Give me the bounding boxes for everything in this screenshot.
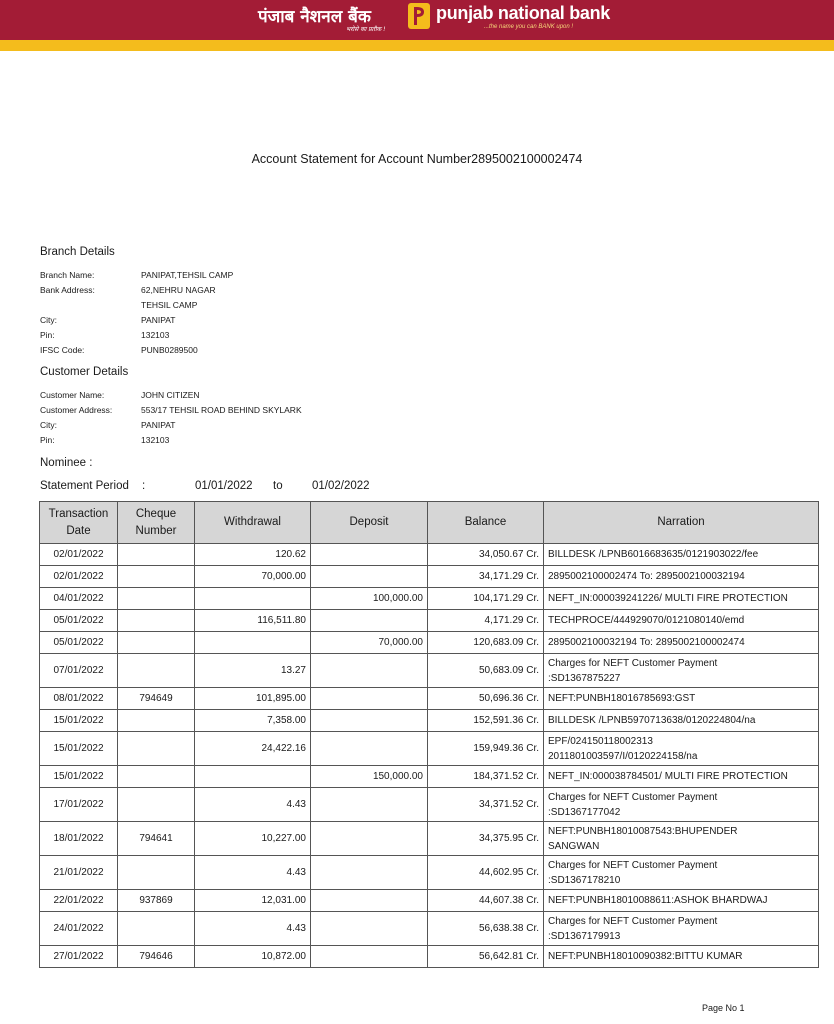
table-row bbox=[40, 544, 819, 566]
column-header-withdrawal: Withdrawal bbox=[195, 502, 311, 544]
branch-label: Pin: bbox=[40, 330, 55, 340]
table-row bbox=[40, 710, 819, 732]
customer-label: City: bbox=[40, 420, 57, 430]
nominee-label: Nominee : bbox=[40, 457, 93, 469]
cell-withdrawal: 4.43 bbox=[195, 912, 311, 946]
cell-cheque bbox=[118, 610, 195, 632]
bank-header-band bbox=[0, 0, 834, 40]
table-row bbox=[40, 856, 819, 890]
bank-logo-hindi bbox=[258, 4, 408, 34]
branch-label: IFSC Code: bbox=[40, 345, 85, 355]
cell-narration: Charges for NEFT Customer Payment :SD1367875227 bbox=[544, 654, 819, 688]
cell-balance: 34,171.29 Cr. bbox=[428, 566, 544, 588]
cell-cheque: 794646 bbox=[118, 946, 195, 968]
table-row bbox=[40, 654, 819, 688]
customer-value: PANIPAT bbox=[141, 420, 176, 430]
branch-value: PANIPAT bbox=[141, 315, 176, 325]
cell-balance: 34,375.95 Cr. bbox=[428, 822, 544, 856]
cell-date: 24/01/2022 bbox=[40, 912, 118, 946]
cell-deposit: 150,000.00 bbox=[311, 766, 428, 788]
customer-label: Customer Address: bbox=[40, 405, 113, 415]
cell-cheque bbox=[118, 588, 195, 610]
cell-balance: 44,602.95 Cr. bbox=[428, 856, 544, 890]
cell-deposit bbox=[311, 610, 428, 632]
period-to: 01/02/2022 bbox=[312, 480, 370, 492]
cell-narration: NEFT:PUNBH18010087543:BHUPENDER SANGWAN bbox=[544, 822, 819, 856]
cell-balance: 120,683.09 Cr. bbox=[428, 632, 544, 654]
page-number: Page No 1 bbox=[702, 1003, 745, 1013]
bank-tagline-hindi: भरोसे का प्रतीक ! bbox=[346, 26, 386, 33]
cell-withdrawal bbox=[195, 588, 311, 610]
cell-cheque bbox=[118, 766, 195, 788]
cell-deposit bbox=[311, 566, 428, 588]
cell-deposit bbox=[311, 788, 428, 822]
cell-narration: NEFT_IN:000038784501/ MULTI FIRE PROTECTION bbox=[544, 766, 819, 788]
branch-value: TEHSIL CAMP bbox=[141, 300, 198, 310]
table-row bbox=[40, 688, 819, 710]
column-header-cheque: Cheque Number bbox=[118, 502, 195, 544]
cell-withdrawal: 12,031.00 bbox=[195, 890, 311, 912]
transactions-table bbox=[39, 501, 819, 968]
cell-balance: 184,371.52 Cr. bbox=[428, 766, 544, 788]
cell-date: 17/01/2022 bbox=[40, 788, 118, 822]
table-row bbox=[40, 610, 819, 632]
column-header-balance: Balance bbox=[428, 502, 544, 544]
cell-withdrawal: 10,227.00 bbox=[195, 822, 311, 856]
cell-date: 02/01/2022 bbox=[40, 566, 118, 588]
cell-date: 08/01/2022 bbox=[40, 688, 118, 710]
branch-value: PANIPAT,TEHSIL CAMP bbox=[141, 270, 234, 280]
cell-balance: 104,171.29 Cr. bbox=[428, 588, 544, 610]
cell-cheque: 794641 bbox=[118, 822, 195, 856]
customer-value: 132103 bbox=[141, 435, 170, 445]
branch-label: Bank Address: bbox=[40, 285, 95, 295]
header-gold-stripe bbox=[0, 40, 834, 51]
cell-deposit bbox=[311, 822, 428, 856]
cell-balance: 4,171.29 Cr. bbox=[428, 610, 544, 632]
branch-value: PUNB0289500 bbox=[141, 345, 198, 355]
period-colon: : bbox=[142, 480, 146, 492]
cell-date: 05/01/2022 bbox=[40, 632, 118, 654]
cell-deposit: 100,000.00 bbox=[311, 588, 428, 610]
cell-withdrawal bbox=[195, 632, 311, 654]
cell-date: 07/01/2022 bbox=[40, 654, 118, 688]
table-row bbox=[40, 912, 819, 946]
cell-narration: Charges for NEFT Customer Payment :SD1367177042 bbox=[544, 788, 819, 822]
customer-label: Customer Name: bbox=[40, 390, 105, 400]
bank-logo-english bbox=[436, 3, 611, 35]
table-row bbox=[40, 632, 819, 654]
cell-balance: 34,050.67 Cr. bbox=[428, 544, 544, 566]
branch-value: 62,NEHRU NAGAR bbox=[141, 285, 216, 295]
cell-withdrawal: 10,872.00 bbox=[195, 946, 311, 968]
cell-cheque bbox=[118, 544, 195, 566]
cell-date: 21/01/2022 bbox=[40, 856, 118, 890]
cell-narration: BILLDESK /LPNB5970713638/0120224804/na bbox=[544, 710, 819, 732]
branch-details-heading: Branch Details bbox=[40, 246, 115, 258]
bank-name-english: punjab national bank bbox=[436, 3, 611, 23]
transactions-body bbox=[40, 544, 819, 968]
cell-narration: 2895002100002474 To: 2895002100032194 bbox=[544, 566, 819, 588]
customer-value: JOHN CITIZEN bbox=[141, 390, 200, 400]
cell-cheque bbox=[118, 632, 195, 654]
cell-withdrawal: 101,895.00 bbox=[195, 688, 311, 710]
table-row bbox=[40, 732, 819, 766]
cell-cheque bbox=[118, 710, 195, 732]
cell-withdrawal: 4.43 bbox=[195, 788, 311, 822]
cell-narration: EPF/024150118002313 2011801003597/I/0120224158/na bbox=[544, 732, 819, 766]
table-row bbox=[40, 566, 819, 588]
cell-date: 04/01/2022 bbox=[40, 588, 118, 610]
cell-withdrawal: 4.43 bbox=[195, 856, 311, 890]
cell-deposit bbox=[311, 912, 428, 946]
table-row bbox=[40, 788, 819, 822]
branch-label: Branch Name: bbox=[40, 270, 95, 280]
cell-cheque bbox=[118, 912, 195, 946]
cell-balance: 56,642.81 Cr. bbox=[428, 946, 544, 968]
cell-withdrawal: 7,358.00 bbox=[195, 710, 311, 732]
cell-cheque bbox=[118, 732, 195, 766]
column-header-deposit: Deposit bbox=[311, 502, 428, 544]
cell-deposit bbox=[311, 890, 428, 912]
customer-label: Pin: bbox=[40, 435, 55, 445]
cell-deposit bbox=[311, 688, 428, 710]
cell-withdrawal: 24,422.16 bbox=[195, 732, 311, 766]
statement-title: Account Statement for Account Number2895002100002474 bbox=[251, 152, 583, 166]
statement-period bbox=[40, 480, 460, 496]
cell-narration: 2895002100032194 To: 2895002100002474 bbox=[544, 632, 819, 654]
cell-cheque: 937869 bbox=[118, 890, 195, 912]
cell-date: 15/01/2022 bbox=[40, 766, 118, 788]
cell-withdrawal: 13.27 bbox=[195, 654, 311, 688]
cell-balance: 34,371.52 Cr. bbox=[428, 788, 544, 822]
table-header-row bbox=[40, 502, 819, 544]
cell-cheque bbox=[118, 654, 195, 688]
cell-balance: 44,607.38 Cr. bbox=[428, 890, 544, 912]
bank-name-hindi: पंजाब नैशनल बैंक bbox=[258, 7, 371, 27]
table-row bbox=[40, 890, 819, 912]
cell-narration: NEFT:PUNBH18010088611:ASHOK BHARDWAJ bbox=[544, 890, 819, 912]
customer-details-heading: Customer Details bbox=[40, 366, 129, 378]
column-header-narration: Narration bbox=[544, 502, 819, 544]
cell-balance: 159,949.36 Cr. bbox=[428, 732, 544, 766]
cell-withdrawal: 70,000.00 bbox=[195, 566, 311, 588]
cell-deposit: 70,000.00 bbox=[311, 632, 428, 654]
cell-balance: 50,696.36 Cr. bbox=[428, 688, 544, 710]
cell-deposit bbox=[311, 946, 428, 968]
cell-date: 15/01/2022 bbox=[40, 732, 118, 766]
pnb-emblem-icon bbox=[408, 3, 430, 29]
cell-date: 05/01/2022 bbox=[40, 610, 118, 632]
cell-narration: NEFT:PUNBH18016785693:GST bbox=[544, 688, 819, 710]
cell-deposit bbox=[311, 732, 428, 766]
cell-balance: 56,638.38 Cr. bbox=[428, 912, 544, 946]
cell-withdrawal: 116,511.80 bbox=[195, 610, 311, 632]
cell-deposit bbox=[311, 654, 428, 688]
cell-date: 02/01/2022 bbox=[40, 544, 118, 566]
cell-narration: Charges for NEFT Customer Payment :SD1367178210 bbox=[544, 856, 819, 890]
cell-withdrawal: 120.62 bbox=[195, 544, 311, 566]
period-from: 01/01/2022 bbox=[195, 480, 253, 492]
cell-cheque bbox=[118, 788, 195, 822]
bank-tagline-english: ...the name you can BANK upon ! bbox=[484, 24, 574, 30]
branch-label: City: bbox=[40, 315, 57, 325]
cell-narration: Charges for NEFT Customer Payment :SD1367179913 bbox=[544, 912, 819, 946]
cell-narration: TECHPROCE/444929070/0121080140/emd bbox=[544, 610, 819, 632]
cell-deposit bbox=[311, 544, 428, 566]
cell-narration: NEFT:PUNBH18010090382:BITTU KUMAR bbox=[544, 946, 819, 968]
cell-cheque bbox=[118, 856, 195, 890]
cell-narration: NEFT_IN:000039241226/ MULTI FIRE PROTECTION bbox=[544, 588, 819, 610]
cell-deposit bbox=[311, 710, 428, 732]
cell-cheque: 794649 bbox=[118, 688, 195, 710]
period-label: Statement Period bbox=[40, 480, 129, 492]
table-row bbox=[40, 766, 819, 788]
cell-date: 18/01/2022 bbox=[40, 822, 118, 856]
cell-cheque bbox=[118, 566, 195, 588]
cell-date: 22/01/2022 bbox=[40, 890, 118, 912]
column-header-date: Transaction Date bbox=[40, 502, 118, 544]
table-row bbox=[40, 588, 819, 610]
cell-narration: BILLDESK /LPNB6016683635/0121903022/fee bbox=[544, 544, 819, 566]
customer-value: 553/17 TEHSIL ROAD BEHIND SKYLARK bbox=[141, 405, 302, 415]
cell-date: 27/01/2022 bbox=[40, 946, 118, 968]
period-to-word: to bbox=[273, 480, 283, 492]
branch-value: 132103 bbox=[141, 330, 170, 340]
cell-balance: 50,683.09 Cr. bbox=[428, 654, 544, 688]
table-row bbox=[40, 946, 819, 968]
cell-date: 15/01/2022 bbox=[40, 710, 118, 732]
cell-deposit bbox=[311, 856, 428, 890]
cell-balance: 152,591.36 Cr. bbox=[428, 710, 544, 732]
table-row bbox=[40, 822, 819, 856]
cell-withdrawal bbox=[195, 766, 311, 788]
